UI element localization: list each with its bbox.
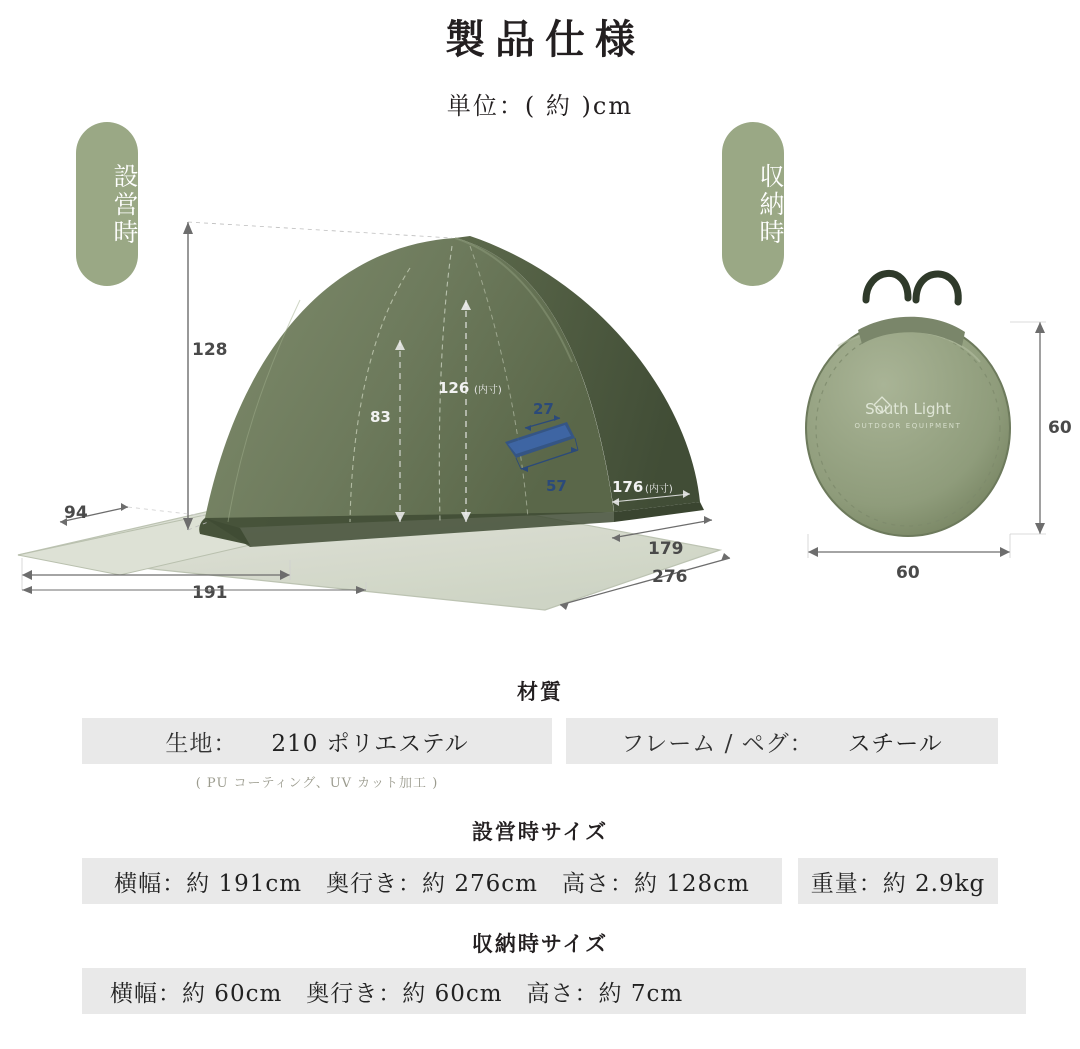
dim-inner-126: 126 — [438, 379, 470, 397]
material-fabric-row — [82, 718, 552, 764]
dim-depth-276: 276 — [652, 567, 688, 587]
dim-inner-126-sub: (内寸) — [474, 385, 502, 396]
setup-weight-value: 重量：約 2.9kg — [810, 870, 986, 897]
setup-size-heading: 設営時サイズ — [471, 819, 609, 844]
dim-window-57: 57 — [546, 477, 567, 495]
dim-window-27: 27 — [533, 400, 554, 418]
material-heading: 材質 — [517, 679, 563, 704]
dim-base-width-191: 191 — [192, 583, 228, 603]
label-stored-state: 収納時 — [722, 122, 784, 286]
stored-size-heading: 収納時サイズ — [471, 931, 609, 956]
material-fabric-value: 210 ポリエステル — [271, 730, 469, 757]
page-title: 製品仕様 — [445, 16, 645, 63]
material-fabric-note: ( PU コーティング、UV カット加工 ) — [195, 776, 439, 791]
unit-note: 単位：( 約 )cm — [446, 92, 634, 120]
setup-size-row — [82, 858, 782, 904]
material-fabric-label: 生地： — [165, 730, 238, 757]
dim-height-128: 128 — [192, 340, 228, 360]
bag-brand-sub: OUTDOOR EQUIPMENT — [854, 422, 962, 430]
material-frame-label: フレーム / ペグ： — [621, 730, 814, 757]
dim-inner-176: 176 — [612, 478, 644, 496]
material-frame-value: スチール — [847, 730, 943, 757]
dim-inner-176-sub: (内寸) — [645, 484, 673, 495]
stored-size-values: 横幅：約 60cm 奥行き：約 60cm 高さ：約 7cm — [110, 980, 684, 1007]
setup-weight-row — [798, 858, 998, 904]
product-dimension-illustration — [0, 150, 1080, 640]
dim-pole-83: 83 — [370, 408, 391, 426]
setup-size-values: 横幅：約 191cm 奥行き：約 276cm 高さ：約 128cm — [114, 870, 750, 897]
stored-size-row — [82, 968, 1026, 1014]
label-setup-state: 設営時 — [76, 122, 138, 286]
bag-brand: South Light — [865, 400, 951, 418]
dim-depth-179: 179 — [648, 539, 684, 559]
dim-apron-94: 94 — [64, 503, 88, 523]
material-frame-row — [566, 718, 998, 764]
dim-bag-height-60: 60 — [1048, 418, 1072, 438]
dim-bag-width-60: 60 — [896, 563, 920, 583]
